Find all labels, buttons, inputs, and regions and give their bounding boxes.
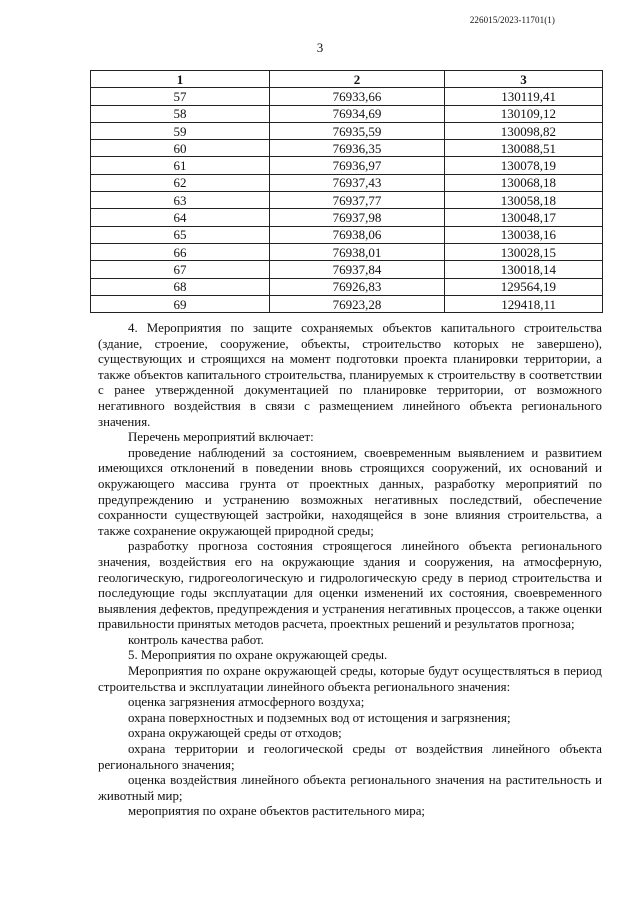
x-coordinate-cell: 76926,83 [270,278,445,295]
paragraph: оценка загрязнения атмосферного воздуха; [128,695,365,710]
x-coordinate-cell: 76938,01 [270,243,445,260]
y-coordinate-cell: 129564,19 [445,278,603,295]
table-row [91,209,603,226]
x-coordinate-cell: 76937,98 [270,209,445,226]
point-number-cell: 62 [91,174,270,191]
x-coordinate-cell: 76935,59 [270,122,445,139]
column-header-2: 2 [270,71,445,88]
coordinates-table [90,70,603,313]
paragraph: 5. Мероприятия по охране окружающей среды. [128,648,388,663]
y-coordinate-cell: 130088,51 [445,140,603,157]
paragraph: проведение наблюдений за состоянием, своевременным выявлением и развитием имеющихся отклонений в поведении вновь строящихся сооружений, их оснований и окружающего массива грунта от проектных данных, разработку мероприятий по предупреждению и устранению возможных негативных последствий, обеспечение сохранности существующей застройки, находящейся в зоне влияния строительства, а также сохранение окружающей природной среды; [98,445,602,538]
x-coordinate-cell: 76938,06 [270,226,445,243]
x-coordinate-cell: 76936,97 [270,157,445,174]
table-row [91,192,603,209]
x-coordinate-cell: 76923,28 [270,295,445,312]
x-coordinate-cell: 76937,43 [270,174,445,191]
point-number-cell: 69 [91,295,270,312]
y-coordinate-cell: 130068,18 [445,174,603,191]
table-row [91,261,603,278]
page-number: 3 [316,40,324,55]
point-number-cell: 67 [91,261,270,278]
point-number-cell: 64 [91,209,270,226]
table-row [91,278,603,295]
x-coordinate-cell: 76933,66 [270,88,445,105]
x-coordinate-cell: 76934,69 [270,105,445,122]
point-number-cell: 57 [91,88,270,105]
paragraph: охрана поверхностных и подземных вод от истощения и загрязнения; [128,710,511,725]
table-row [91,88,603,105]
paragraph: разработку прогноза состояния строящегося линейного объекта регионального значения, воздействия его на окружающие здания и сооружения, на атмосферную, геологическую, гидрогеологическую и гидрологическую среду в период строительства и последующие годы эксплуатации для оценки изменений их состояния, своевременного выявления дефектов, предупреждения и устранения негативных процессов, а также оценки правильности принятых методов расчета, проектных решений и результатов прогноза; [98,539,602,632]
y-coordinate-cell: 130058,18 [445,192,603,209]
point-number-cell: 65 [91,226,270,243]
y-coordinate-cell: 130048,17 [445,209,603,226]
column-header-1: 1 [91,71,270,88]
y-coordinate-cell: 130038,16 [445,226,603,243]
table-header-row [91,71,603,88]
point-number-cell: 59 [91,122,270,139]
document-number: 226015/2023-11701(1) [469,15,555,25]
paragraph: Перечень мероприятий включает: [128,430,314,445]
y-coordinate-cell: 130109,12 [445,105,603,122]
y-coordinate-cell: 130028,15 [445,243,603,260]
y-coordinate-cell: 130018,14 [445,261,603,278]
table-row [91,174,603,191]
y-coordinate-cell: 130098,82 [445,122,603,139]
paragraph: Мероприятия по охране окружающей среды, которые будут осуществляться в период строительства и эксплуатации линейного объекта регионального значения: [98,664,602,694]
y-coordinate-cell: 129418,11 [445,295,603,312]
y-coordinate-cell: 130119,41 [445,88,603,105]
point-number-cell: 68 [91,278,270,295]
table-row [91,226,603,243]
paragraph: контроль качества работ. [128,632,264,647]
table-row [91,243,603,260]
point-number-cell: 58 [91,105,270,122]
point-number-cell: 60 [91,140,270,157]
y-coordinate-cell: 130078,19 [445,157,603,174]
paragraph: охрана окружающей среды от отходов; [128,726,342,741]
paragraph: мероприятия по охране объектов растительного мира; [128,804,426,819]
point-number-cell: 66 [91,243,270,260]
paragraph: охрана территории и геологической среды от воздействия линейного объекта регионального значения; [98,742,602,772]
table-row [91,295,603,312]
paragraph: 4. Мероприятия по защите сохраняемых объектов капитального строительства (здание, строение, сооружение, объекты, строительство которых не завершено), существующих и строящихся на момент подготовки проекта планировки территории, а также объектов капитального строительства, планируемых к строительству в соответствии с ранее утвержденной документацией по планировке территории, от возможного негативного воздействия в связи с размещением линейного объекта регионального значения. [98,321,602,429]
table-row [91,157,603,174]
x-coordinate-cell: 76937,77 [270,192,445,209]
point-number-cell: 61 [91,157,270,174]
point-number-cell: 63 [91,192,270,209]
x-coordinate-cell: 76936,35 [270,140,445,157]
table-row [91,140,603,157]
x-coordinate-cell: 76937,84 [270,261,445,278]
table-row [91,122,603,139]
body-text [98,321,602,820]
table-row [91,105,603,122]
paragraph: оценка воздействия линейного объекта регионального значения на растительность и животный мир; [98,773,602,803]
column-header-3: 3 [445,71,603,88]
